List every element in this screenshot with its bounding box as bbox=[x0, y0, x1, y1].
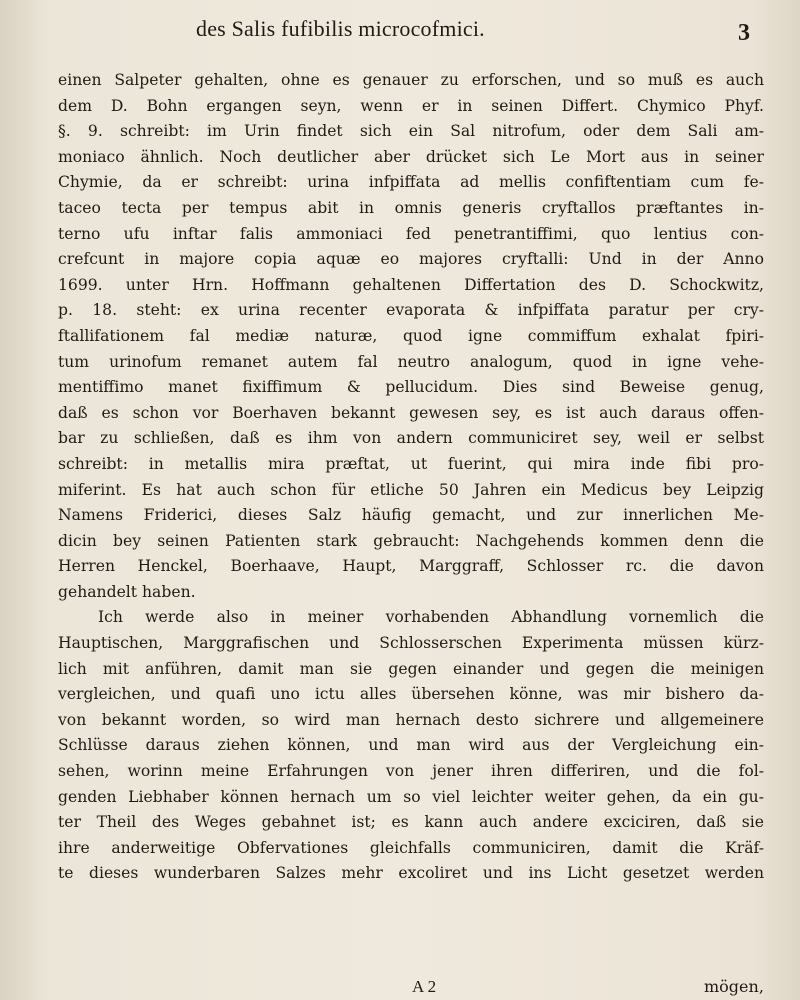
text-line: genden Liebhaber können hernach um so viel leichter weiter gehen, da ein gu- bbox=[58, 787, 764, 806]
signature-mark: A 2 bbox=[412, 977, 437, 996]
text-line: terno ufu inftar falis ammoniaci fed penetrantiffimi, quo lentius con- bbox=[58, 224, 764, 243]
running-head: des Salis fufibilis microcofmici. bbox=[196, 16, 485, 41]
catchword: mögen, bbox=[704, 977, 764, 996]
text-line: Hauptischen, Marggrafischen und Schlosserschen Experimenta müssen kürz- bbox=[58, 634, 764, 653]
paragraph-start-line: Ich werde also in meiner vorhabenden Abhandlung vornemlich die bbox=[98, 608, 764, 627]
text-line: sehen, worinn meine Erfahrungen von jener ihren differiren, und die fol- bbox=[58, 762, 764, 781]
text-line: Namens Friderici, dieses Salz häufig gemacht, und zur innerlichen Me- bbox=[58, 506, 764, 525]
text-line: taceo tecta per tempus abit in omnis generis cryftallos præftantes in- bbox=[58, 198, 764, 217]
page-header bbox=[0, 16, 800, 52]
text-line: einen Salpeter gehalten, ohne es genauer zu erforschen, und so muß es auch bbox=[58, 71, 764, 89]
text-line: tum urinofum remanet autem fal neutro analogum, quod in igne vehe- bbox=[58, 352, 764, 371]
text-line: vergleichen, und quafi uno ictu alles übersehen könne, was mir bishero da- bbox=[58, 685, 764, 704]
text-line: ter Theil des Weges gebahnet ist; es kann auch andere exciciren, daß sie bbox=[58, 813, 764, 832]
text-line: ftallifationem fal mediæ naturæ, quod igne commiffum exhalat fpiri- bbox=[58, 326, 764, 345]
text-line: §. 9. schreibt: im Urin findet sich ein Sal nitrofum, oder dem Sali am- bbox=[58, 122, 764, 141]
text-line: dem D. Bohn ergangen seyn, wenn er in seinen Differt. Chymico Phyf. bbox=[58, 96, 764, 115]
text-line: bar zu schließen, daß es ihm von andern communiciret sey, weil er selbst bbox=[58, 429, 764, 448]
text-line: von bekannt worden, so wird man hernach desto sichrere und allgemeinere bbox=[58, 710, 764, 729]
page-footer bbox=[0, 977, 800, 999]
text-line: te dieses wunderbaren Salzes mehr excoliret und ins Licht gesetzet werden bbox=[58, 864, 764, 883]
text-line: lich mit anführen, damit man sie gegen einander und gegen die meinigen bbox=[58, 659, 764, 678]
text-line: miferint. Es hat auch schon für etliche 50 Jahren ein Medicus bey Leipzig bbox=[58, 480, 764, 499]
text-line: gehandelt haben. bbox=[58, 582, 196, 601]
body-text bbox=[58, 68, 764, 887]
text-line: crefcunt in majore copia aquæ eo majores cryftalli: Und in der Anno bbox=[58, 250, 764, 269]
text-line: schreibt: in metallis mira præftat, ut fuerint, qui mira inde fibi pro- bbox=[58, 454, 764, 473]
text-line: p. 18. steht: ex urina recenter evaporata & infpiffata paratur per cry- bbox=[58, 301, 764, 320]
text-line: moniaco ähnlich. Noch deutlicher aber drücket sich Le Mort aus in seiner bbox=[58, 147, 764, 166]
text-line: Chymie, da er schreibt: urina infpiffata ad mellis confiftentiam cum fe- bbox=[58, 173, 764, 192]
text-line: Herren Henckel, Boerhaave, Haupt, Marggraff, Schlosser rc. die davon bbox=[58, 557, 764, 576]
text-line: Schlüsse daraus ziehen können, und man wird aus der Vergleichung ein- bbox=[58, 736, 764, 755]
page-number: 3 bbox=[738, 20, 750, 46]
text-line: dicin bey seinen Patienten stark gebraucht: Nachgehends kommen denn die bbox=[58, 531, 764, 550]
text-line: daß es schon vor Boerhaven bekannt gewesen sey, es ist auch daraus offen- bbox=[58, 403, 764, 422]
text-line: ihre anderweitige Obfervationes gleichfalls communiciren, damit die Kräf- bbox=[58, 838, 764, 857]
text-line: 1699. unter Hrn. Hoffmann gehaltenen Differtation des D. Schockwitz, bbox=[58, 275, 764, 294]
text-line: mentiffimo manet fixiffimum & pellucidum. Dies sind Beweise genug, bbox=[58, 378, 764, 397]
